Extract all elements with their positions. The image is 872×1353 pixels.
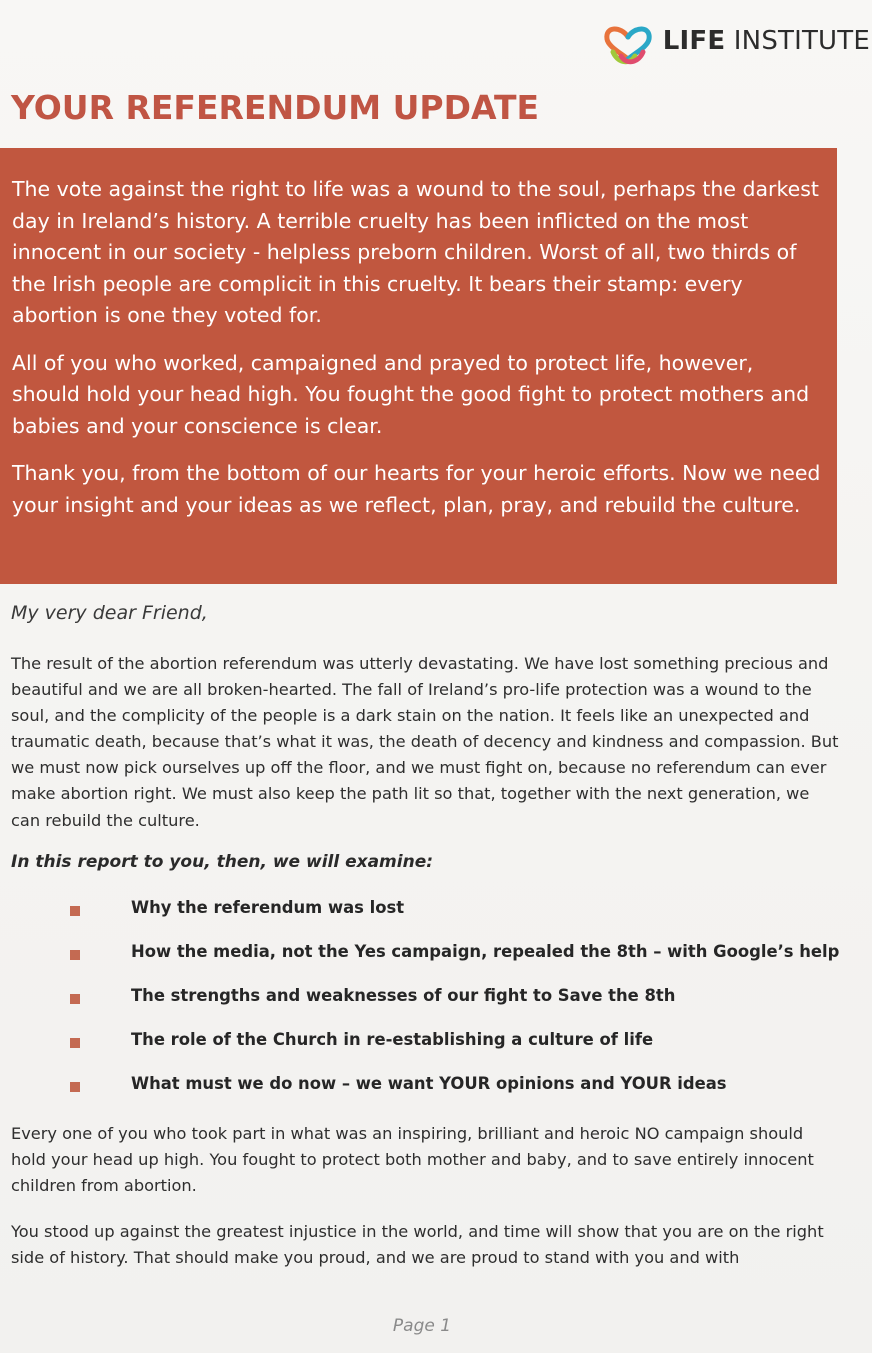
logo-wordmark	[663, 26, 870, 56]
callout-paragraph: All of you who worked, campaigned and prayed to protect life, however, should hold your head high. You fought the good fight to protect mothers and babies and your conscience is clear.	[12, 350, 810, 438]
referendum-callout-box	[0, 148, 837, 584]
bullet-square-icon	[70, 906, 80, 916]
list-item-text: How the media, not the Yes campaign, repealed the 8th – with Google’s help	[131, 942, 840, 961]
salutation: My very dear Friend,	[11, 602, 208, 624]
list-item-text: What must we do now – we want YOUR opinions and YOUR ideas	[131, 1074, 727, 1093]
body-paragraph: The result of the abortion referendum was utterly devastating. We have lost something precious and beautiful and we are all broken-hearted. The fall of Ireland’s pro-life protection was a wound to the soul, and the complicity of the people is a dark stain on the nation. It feels like an unexpected and traumatic death, because that’s what it was, the death of decency and kindness and compassion. But we must now pick ourselves up off the floor, and we must fight on, because no referendum can ever make abortion right. We must also keep the path lit so that, together with the next generation, we can rebuild the culture.	[11, 654, 839, 830]
page-title: YOUR REFERENDUM UPDATE	[11, 88, 539, 127]
life-institute-logo	[599, 12, 870, 70]
topics-list	[0, 898, 872, 1118]
list-item-text: Why the referendum was lost	[131, 898, 405, 917]
callout-paragraph: Thank you, from the bottom of our hearts for your heroic efforts. Now we need your insight and your ideas as we reflect, plan, pray, and rebuild the culture.	[12, 461, 821, 517]
bullet-square-icon	[70, 1038, 80, 1048]
bullet-square-icon	[70, 950, 80, 960]
body-paragraph: Every one of you who took part in what was an inspiring, brilliant and heroic NO campaign should hold your head up high. You fought to protect both mother and baby, and to save entirely innocent children from abortion.	[11, 1124, 814, 1196]
body-paragraph: You stood up against the greatest injustice in the world, and time will show that you are on the right side of history. That should make you proud, and we are proud to stand with you and with	[11, 1222, 824, 1268]
list-item	[0, 942, 872, 986]
callout-paragraph: The vote against the right to life was a wound to the soul, perhaps the darkest day in Ireland’s history. A terrible cruelty has been inflicted on the most innocent in our society - helpless preborn children. Worst of all, two thirds of the Irish people are complicit in this cruelty. It bears their stamp: every abortion is one they voted for.	[12, 177, 819, 327]
list-item-text: The role of the Church in re-establishing a culture of life	[131, 1030, 654, 1049]
report-intro: In this report to you, then, we will examine:	[11, 852, 434, 872]
hearts-logo-icon	[599, 12, 657, 70]
page-number: Page 1	[392, 1316, 452, 1336]
list-item	[0, 898, 872, 942]
list-item-text: The strengths and weaknesses of our fight to Save the 8th	[131, 986, 676, 1005]
logo-name-light: INSTITUTE	[733, 26, 870, 56]
bullet-square-icon	[70, 994, 80, 1004]
list-item	[0, 1074, 872, 1118]
list-item	[0, 986, 872, 1030]
logo-name-bold: LIFE	[662, 26, 726, 56]
bullet-square-icon	[70, 1082, 80, 1092]
list-item	[0, 1030, 872, 1074]
